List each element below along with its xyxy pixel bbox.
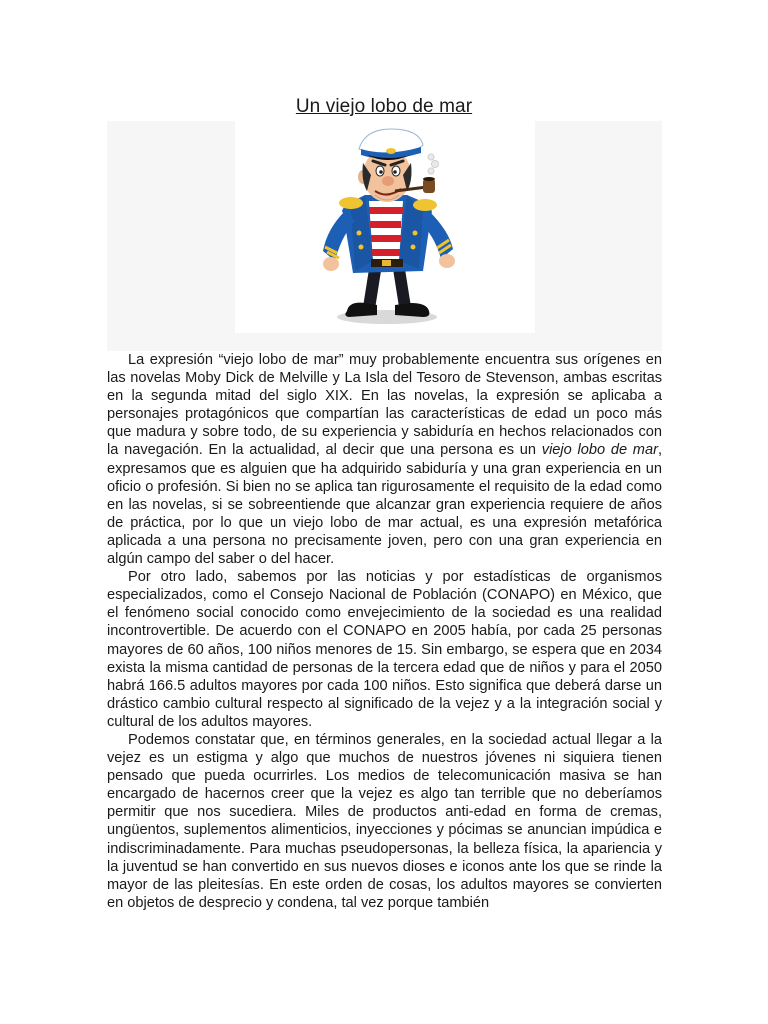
paragraph-1 xyxy=(107,351,662,568)
pipe-bowl xyxy=(423,179,435,193)
cap-badge xyxy=(386,148,396,154)
shoe-left xyxy=(345,303,377,317)
body-text xyxy=(107,351,662,912)
nose xyxy=(382,176,394,186)
paragraph-1-text-before: La expresión “viejo lobo de mar” muy probablemente encuentra sus orígenes en las novelas Moby Dick de Melville y La Isla del Tesoro de Stevenson, ambas escritas en la segunda mitad del siglo XIX. En las novelas, la expresión se aplicaba a personajes protagónicos que compartían las características de edad un poco más que madura y sobre todo, de su experiencia y sabiduría en hechos relacionados con la navegación. En la actualidad, al decir que una persona es un xyxy=(107,352,662,459)
paragraph-3: Podemos constatar que, en términos generales, en la sociedad actual llegar a la vejez es un estigma y algo que muchos de nuestros jóvenes ni siquiera tienen pensado que pueda ocurrirles. Los medios de telecomunicación masiva se han encargado de hacernos creer que la vejez es algo tan terrible que no deberíamos permitir que nos sucediera. Miles de productos anti-edad en forma de cremas, ungüentos, suplementos alimenticios, inyecciones y pócimas se anuncian impúdica e indiscriminadamente. Para muchas pseudopersonas, la belleza física, la apariencia y la juventud se han convertido en sus nuevos dioses e iconos ante los que se rinde la mayor de las pleitesías. En este orden de cosas, los adultos mayores se convierten en objetos de desprecio y condena, tal vez porque también xyxy=(107,731,662,911)
epaulette-left xyxy=(339,197,363,209)
leg-left xyxy=(363,269,381,309)
leg-right xyxy=(393,269,411,307)
sea-captain-illustration xyxy=(235,121,535,333)
paragraph-2: Por otro lado, sabemos por las noticias y por estadísticas de organismos especializados, como el Consejo Nacional de Población (CONAPO) en México, que el fenómeno social conocido como envejecimiento de la sociedad es una realidad incontrovertible. De acuerdo con el CONAPO en 2005 había, por cada 25 personas mayores de 60 años, 100 niños menores de 15. Sin embargo, se espera que en 2034 exista la misma cantidad de personas de la tercera edad que de niños y para el 2050 habrá 166.5 adultos mayores por cada 100 niños. Esto significa que deberá darse un drástico cambio cultural respecto al significado de la vejez y a la integración social y cultural de los adultos mayores. xyxy=(107,569,662,730)
figure-frame xyxy=(235,121,535,333)
paragraph-1-emphasis: viejo lobo de mar xyxy=(541,442,658,459)
belt-buckle xyxy=(382,260,391,266)
hand-left xyxy=(323,257,339,271)
hand-right xyxy=(439,254,455,268)
paragraph-1-text-after: , expresamos que es alguien que ha adquirido sabiduría y una gran experiencia en un oficio o profesión. Si bien no se aplica tan rigurosamente el requisito de la edad como en las novelas, si se sobreentiende que alcanzar gran experiencia requiere de años de práctica, por lo que un viejo lobo de mar actual, es una expresión metafórica aplicada a una persona no precisamente joven, pero con una gran experiencia en algún campo del saber o del hacer. xyxy=(107,442,663,568)
document-title: Un viejo lobo de mar xyxy=(295,96,473,117)
shoe-right xyxy=(395,303,429,317)
epaulette-right xyxy=(413,199,437,211)
striped-shirt xyxy=(369,201,403,261)
